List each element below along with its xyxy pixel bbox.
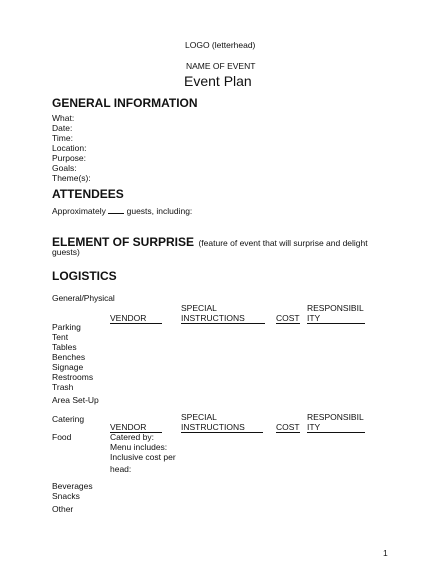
cat-col-cost: COST (276, 422, 300, 432)
field-themes: Theme(s): (52, 173, 91, 183)
item-restrooms: Restrooms (52, 372, 94, 382)
surprise-note-continued: guests) (52, 247, 80, 257)
general-physical-items (52, 322, 99, 405)
catering-vendor-notes (110, 432, 176, 474)
gp-col-vendor: VENDOR (110, 313, 162, 324)
field-goals: Goals: (52, 163, 77, 173)
logistics-heading: LOGISTICS (52, 269, 117, 283)
cat-col-special-line2: INSTRUCTIONS (181, 422, 263, 433)
note-menu-includes: Menu includes: (110, 442, 168, 452)
field-location: Location: (52, 143, 87, 153)
note-head: head: (110, 464, 132, 474)
attendee-count-blank (108, 205, 124, 214)
surprise-line (52, 233, 368, 251)
item-beverages: Beverages (52, 481, 93, 491)
item-tables: Tables (52, 342, 77, 352)
item-benches: Benches (52, 352, 86, 362)
field-purpose: Purpose: (52, 153, 87, 163)
cat-col-resp-line1: RESPONSIBIL (307, 412, 364, 422)
gp-col-special-line2: INSTRUCTIONS (181, 313, 265, 324)
gp-col-resp-line2: ITY (307, 313, 365, 324)
attendees-prefix: Approximately (52, 206, 106, 216)
page-title: Event Plan (184, 73, 252, 89)
item-other: Other (52, 504, 74, 514)
item-snacks: Snacks (52, 491, 80, 501)
item-area-setup: Area Set-Up (52, 395, 99, 405)
catering-other-items (52, 481, 93, 514)
gp-col-resp-line1: RESPONSIBIL (307, 303, 364, 313)
cat-col-special-line1: SPECIAL (181, 412, 217, 422)
field-date: Date: (52, 123, 73, 133)
catering-food: Food (52, 432, 72, 442)
surprise-heading: ELEMENT OF SURPRISE (52, 235, 195, 249)
catering-heading: Catering (52, 414, 85, 424)
page-number: 1 (383, 548, 388, 558)
note-catered-by: Catered by: (110, 432, 154, 442)
gp-col-cost: COST (276, 313, 300, 323)
general-information-fields (52, 113, 91, 183)
attendees-heading: ATTENDEES (52, 187, 124, 201)
item-tent: Tent (52, 332, 69, 342)
gp-col-special-line1: SPECIAL (181, 303, 217, 313)
general-information-heading: GENERAL INFORMATION (52, 96, 198, 110)
name-of-event: NAME OF EVENT (186, 61, 256, 71)
attendees-suffix: guests, including: (126, 206, 193, 216)
item-signage: Signage (52, 362, 84, 372)
cat-col-vendor: VENDOR (110, 422, 162, 433)
item-trash: Trash (52, 382, 74, 392)
surprise-note: (feature of event that will surprise and delight (198, 238, 368, 248)
cat-col-resp-line2: ITY (307, 422, 365, 433)
note-inclusive-cost: Inclusive cost per (110, 452, 176, 462)
attendees-line (52, 205, 192, 216)
item-parking: Parking (52, 322, 81, 332)
field-time: Time: (52, 133, 73, 143)
logo-letterhead: LOGO (letterhead) (185, 40, 256, 50)
general-physical-heading: General/Physical (52, 293, 115, 303)
field-what: What: (52, 113, 75, 123)
